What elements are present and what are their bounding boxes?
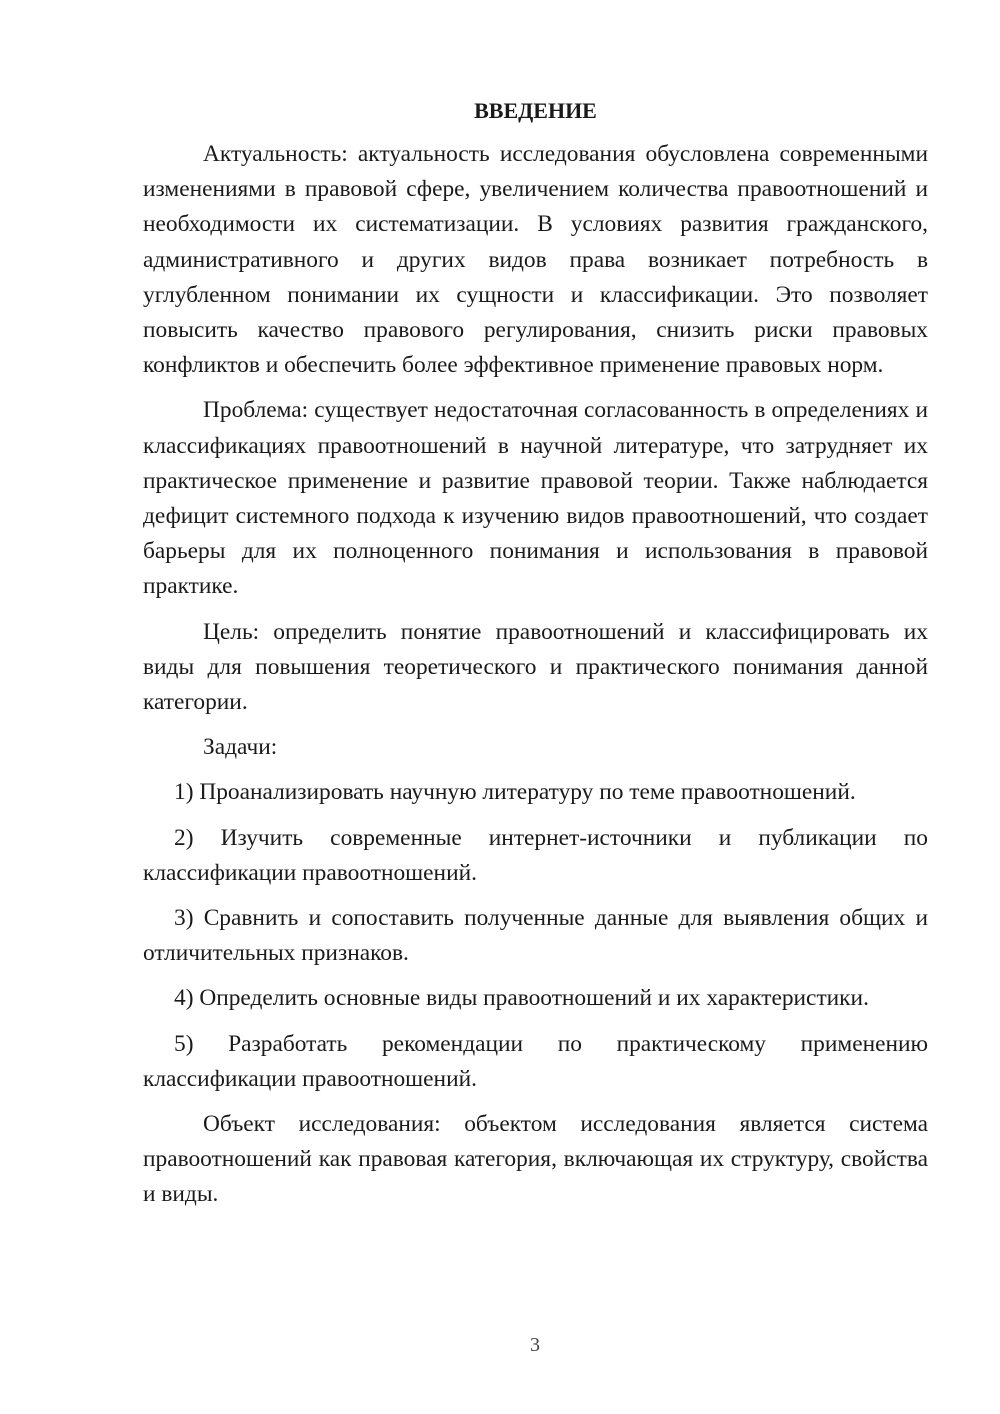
paragraph-problem: Проблема: существует недостаточная согласованность в определениях и классификациях правоотношений в научной литературе, что затрудняет их практическое применение и развитие правовой теории. Также наблюдается дефицит системного подхода к изучению видов правоотношений, что создает барьеры для их полноценного понимания и использования в правовой практике. <box>143 397 928 600</box>
paragraph-relevance: Актуальность: актуальность исследования обусловлена современными изменениями в правовой сфере, увеличением количества правоотношений и необходимости их систематизации. В условиях развития гражданского, административного и других видов права возникает потребность в углубленном понимании их сущности и классификации. Это позволяет повысить качество правового регулирования, снизить риски правовых конфликтов и обеспечить более эффективное применение правовых норм. <box>143 141 928 379</box>
task-item: 5) Разработать рекомендации по практическому применению классификации правоотношений. <box>143 1030 928 1092</box>
task-item: 1) Проанализировать научную литературу по теме правоотношений. <box>174 779 856 806</box>
paragraph-tasks-heading: Задачи: <box>203 734 278 761</box>
paragraph-object: Объект исследования: объектом исследования является система правоотношений как правовая категория, включающая их структуру, свойства и виды. <box>143 1111 928 1208</box>
page-content <box>143 93 928 1213</box>
section-title: ВВЕДЕНИЕ <box>474 98 597 123</box>
task-item: 4) Определить основные виды правоотношений и их характеристики. <box>174 985 869 1012</box>
page-number: 3 <box>530 1334 540 1356</box>
task-item: 3) Сравнить и сопоставить полученные данные для выявления общих и отличительных признаков. <box>143 905 928 967</box>
task-item: 2) Изучить современные интернет-источники и публикации по классификации правоотношений. <box>143 824 928 886</box>
paragraph-goal: Цель: определить понятие правоотношений и классифицировать их виды для повышения теоретического и практического понимания данной категории. <box>143 618 928 716</box>
